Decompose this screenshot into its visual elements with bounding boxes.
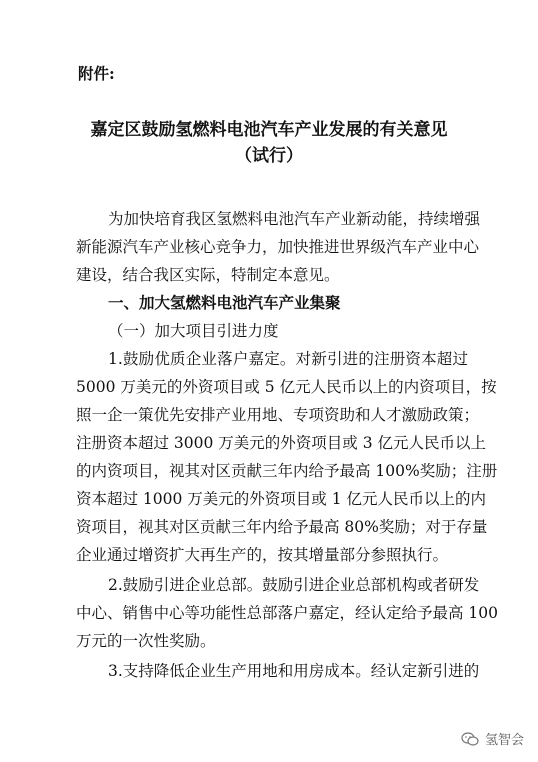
intro-line: 新能源汽车产业核心竞争力，加快推进世界级汽车产业中心 (76, 238, 480, 256)
paragraph-line: 照一企一策优先安排产业用地、专项资助和人才激励政策； (76, 406, 480, 424)
paragraph-line: 中心、销售中心等功能性总部落户嘉定，经认定给予最高 100 (76, 604, 499, 622)
document-subtitle: （试行） (235, 146, 303, 166)
paragraph-line: 的内资项目，视其对区贡献三年内给予最高 100%奖励；注册 (76, 462, 498, 480)
paragraph-line: 5000 万美元的外资项目或 5 亿元人民币以上的内资项目，按 (76, 378, 497, 396)
paragraph-line: 3.支持降低企业生产用地和用房成本。经认定新引进的 (108, 662, 480, 680)
subsection-heading: （一）加大项目引进力度 (108, 322, 279, 340)
wechat-icon (461, 732, 479, 746)
paragraph-line: 万元的一次性奖励。 (76, 632, 216, 650)
watermark (461, 729, 524, 748)
attachment-label: 附件: (78, 64, 115, 83)
paragraph-line: 企业通过增资扩大再生产的，按其增量部分参照执行。 (76, 546, 449, 564)
document-title: 嘉定区鼓励氢燃料电池汽车产业发展的有关意见 (90, 120, 448, 140)
section-heading: 一、加大氢燃料电池汽车产业集聚 (108, 293, 341, 312)
paragraph-line: 注册资本超过 3000 万美元的外资项目或 3 亿元人民币以上 (76, 434, 487, 452)
paragraph-line: 2.鼓励引进企业总部。鼓励引进企业总部机构或者研发 (108, 576, 480, 594)
paragraph-line: 资项目，视其对区贡献三年内给予最高 80%奖励；对于存量 (76, 518, 488, 536)
paragraph-line: 1.鼓励优质企业落户嘉定。对新引进的注册资本超过 (108, 350, 468, 368)
intro-line: 建设，结合我区实际，特制定本意见。 (76, 266, 340, 284)
paragraph-line: 资本超过 1000 万美元的外资项目或 1 亿元人民币以上的内 (76, 490, 487, 508)
watermark-text: 氢智会 (484, 733, 524, 748)
intro-line: 为加快培育我区氢燃料电池汽车产业新动能，持续增强 (108, 210, 481, 228)
